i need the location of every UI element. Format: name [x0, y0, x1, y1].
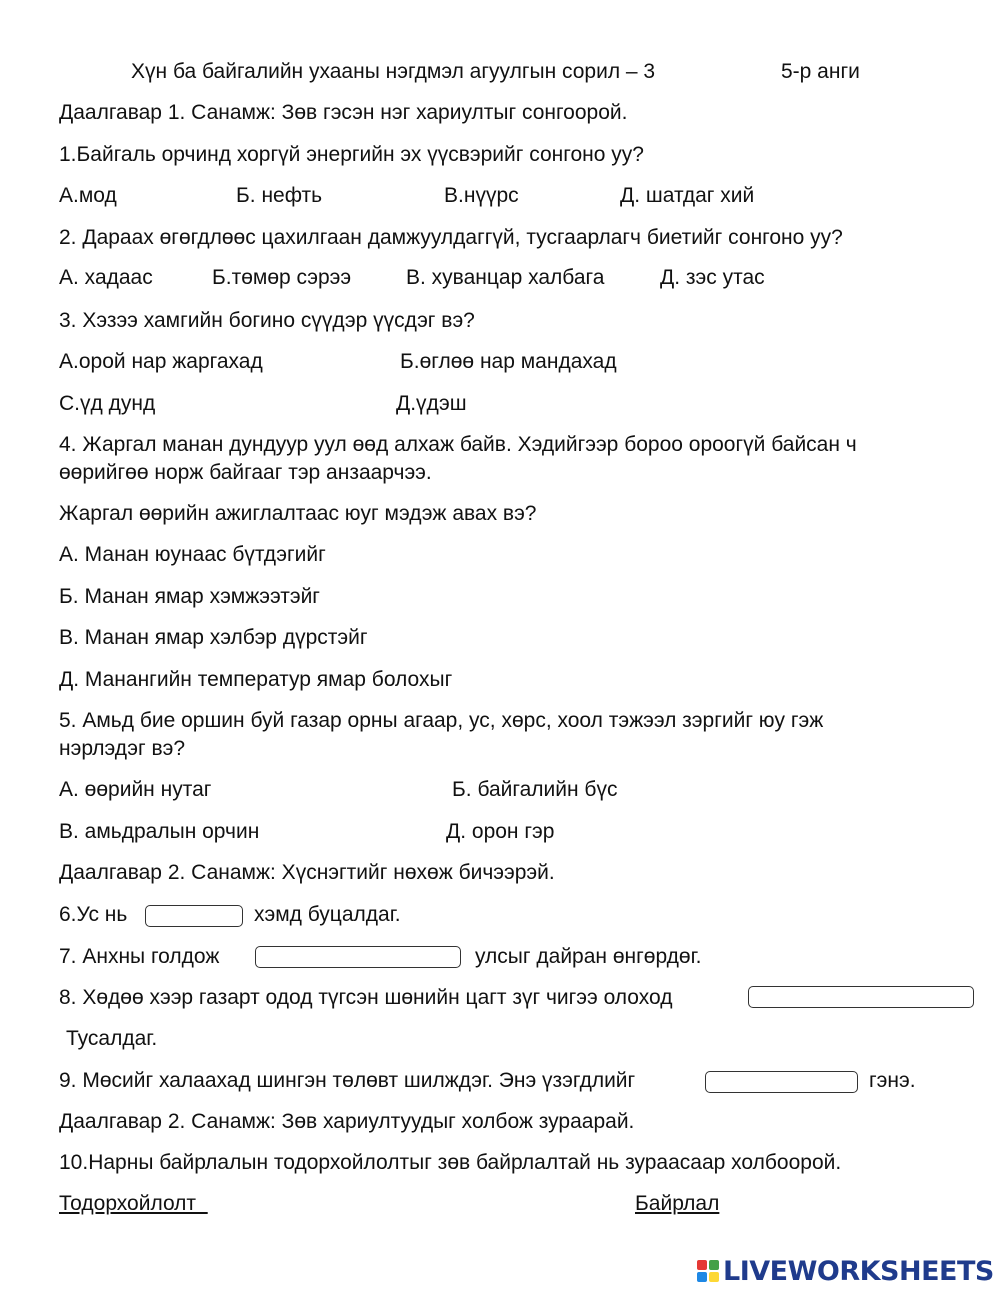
column-header-definition: Тодорхойлолт — [59, 1192, 208, 1215]
liveworksheets-mark-icon — [697, 1260, 719, 1282]
q3-text: 3. Хэзээ хамгийн богино сүүдэр үүсдэг вэ? — [59, 309, 475, 332]
q2-option-b: Б.төмөр сэрээ — [212, 266, 352, 289]
q6-text-before: 6.Ус нь — [59, 903, 128, 926]
q10-text: 10.Нарны байрлалын тодорхойлолтыг зөв байрлалтай нь зураасаар холбоорой. — [59, 1151, 842, 1174]
q2-text: 2. Дараах өгөгдлөөс цахилгаан дамжуулдаггүй, тусгаарлагч биетийг сонгоно уу? — [59, 226, 843, 249]
mark-square-3 — [697, 1272, 707, 1282]
q4-option-b: Б. Манан ямар хэмжээтэйг — [59, 585, 320, 608]
q8-answer-field[interactable] — [748, 986, 974, 1008]
task3-instruction: Даалгавар 2. Санамж: Зөв хариултуудыг холбож зураарай. — [59, 1110, 635, 1133]
grade-label: 5-р анги — [781, 60, 860, 83]
q6-answer-field[interactable] — [145, 905, 243, 927]
q1-option-a: А.мод — [59, 184, 117, 207]
q9-text-before: 9. Мөсийг халаахад шингэн төлөвт шилждэг. Энэ үзэгдлийг — [59, 1069, 636, 1092]
task2-instruction: Даалгавар 2. Санамж: Хүснэгтийг нөхөж бичээрэй. — [59, 861, 555, 884]
q5-option-d: Д. орон гэр — [446, 820, 555, 843]
q8-text-before: 8. Хөдөө хээр газарт одод түгсэн шөнийн цагт зүг чигээ олоход — [59, 986, 673, 1009]
q5-text-line2: нэрлэдэг вэ? — [59, 737, 186, 760]
liveworksheets-logo — [697, 1256, 994, 1286]
q4-option-a: А. Манан юунаас бүтдэгийг — [59, 543, 326, 566]
q4-option-v: В. Манан ямар хэлбэр дүрстэйг — [59, 626, 368, 649]
q3-option-b: Б.өглөө нар мандахад — [400, 350, 617, 373]
mark-square-2 — [709, 1260, 719, 1270]
q3-option-c: С.үд дунд — [59, 392, 156, 415]
q4-option-d: Д. Манангийн температур ямар болохыг — [59, 668, 453, 691]
q1-option-b: Б. нефть — [236, 184, 323, 207]
column-header-position: Байрлал — [635, 1192, 720, 1215]
q4-text-line2: өөрийгөө норж байгааг тэр анзаарчээ. — [59, 461, 432, 484]
q4-text-line1: 4. Жаргал манан дундуур уул өөд алхаж байв. Хэдийгээр бороо ороогүй байсан ч — [59, 433, 857, 456]
q2-option-v: В. хуванцар халбага — [406, 266, 605, 289]
q1-text: 1.Байгаль орчинд хоргүй энергийн эх үүсвэрийг сонгоно уу? — [59, 143, 644, 166]
mark-square-4 — [709, 1272, 719, 1282]
q7-answer-field[interactable] — [255, 946, 461, 968]
q1-option-v: В.нүүрс — [444, 184, 519, 207]
q4-prompt: Жаргал өөрийн ажиглалтаас юуг мэдэж авах вэ? — [59, 502, 537, 525]
q5-option-a: А. өөрийн нутаг — [59, 778, 212, 801]
liveworksheets-brand-text: LIVEWORKSHEETS — [723, 1255, 994, 1287]
task1-instruction: Даалгавар 1. Санамж: Зөв гэсэн нэг хариултыг сонгоорой. — [59, 101, 628, 124]
q9-answer-field[interactable] — [705, 1071, 858, 1093]
q3-option-d: Д.үдэш — [396, 392, 467, 415]
q1-option-d: Д. шатдаг хий — [620, 184, 755, 207]
q5-option-b: Б. байгалийн бүс — [452, 778, 618, 801]
q2-option-d: Д. зэс утас — [660, 266, 765, 289]
q2-option-a: А. хадаас — [59, 266, 153, 289]
q5-option-v: В. амьдралын орчин — [59, 820, 260, 843]
q7-text-after: улсыг дайран өнгөрдөг. — [475, 945, 702, 968]
q3-option-a: А.орой нар жаргахад — [59, 350, 263, 373]
q7-text-before: 7. Анхны голдож — [59, 945, 220, 968]
q8-text-after: Тусалдаг. — [66, 1027, 158, 1050]
q9-text-after: гэнэ. — [869, 1069, 916, 1092]
worksheet-title: Хүн ба байгалийн ухааны нэгдмэл агуулгын сорил – 3 — [131, 60, 656, 83]
q6-text-after: хэмд буцалдаг. — [254, 903, 401, 926]
q5-text-line1: 5. Амьд бие оршин буй газар орны агаар, ус, хөрс, хоол тэжээл зэргийг юу гэж — [59, 709, 824, 732]
mark-square-1 — [697, 1260, 707, 1270]
